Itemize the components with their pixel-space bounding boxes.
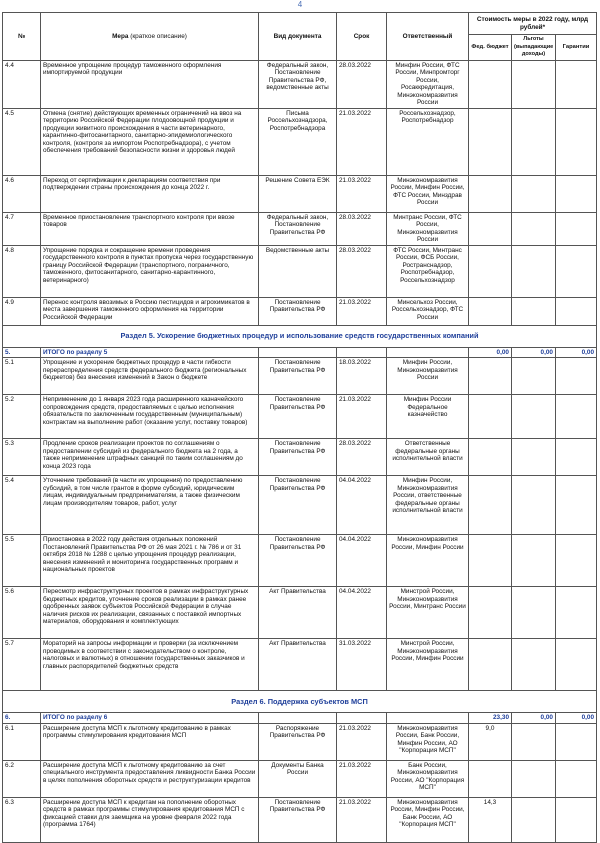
row-fed-budget — [469, 395, 512, 439]
row-doc-type: Федеральный закон, Постановление Правительства РФ — [259, 212, 337, 245]
row-measure: Пересмотр инфраструктурных проектов в рамках инфраструктурных бюджетных кредитов, уточнение сроков реализации в рамках ранее одобренных заявок субъектов Российской Федерации в случае наличия рисков их реализации, связанных с поставкой импортных материалов, оборудования и комплектующих — [41, 587, 259, 639]
row-deadline: 21.03.2022 — [337, 395, 387, 439]
row-measure: Перенос контроля ввозимых в Россию пестицидов и агрохимикатов в места завершения таможенного оформления на территории Российской Федерации — [41, 297, 259, 325]
row-guarantees — [556, 358, 597, 395]
row-num: 5.7 — [3, 639, 41, 691]
row-fed-budget — [469, 60, 512, 108]
row-benefits — [512, 723, 556, 760]
row-deadline: 31.03.2022 — [337, 639, 387, 691]
total-num: 6. — [3, 713, 41, 724]
row-num: 4.9 — [3, 297, 41, 325]
row-measure: Упрощение порядка и сокращение времени проведения государственного контроля в пунктах пропуска через государственную границу Российской Федерации (транспортного, пограничного, таможенного, фитосанитарного, санитарно-карантинного, ветеринарного) — [41, 245, 259, 297]
total-label: ИТОГО по разделу 5 — [41, 347, 259, 358]
row-responsible: Банк России, Минэкономразвития России, АО "Корпорация МСП" — [387, 760, 469, 797]
section-title: Раздел 6. Поддержка субъектов МСП — [3, 691, 597, 713]
row-measure: Расширение доступа МСП к льготному кредитованию в рамках программы стимулирования кредитования МСП — [41, 723, 259, 760]
row-benefits — [512, 212, 556, 245]
row-responsible: Минэкономразвития России, Минфин России, ФТС России, Минздрав России — [387, 175, 469, 212]
header-guarantees: Гарантии — [556, 35, 597, 61]
row-benefits — [512, 245, 556, 297]
row-guarantees — [556, 639, 597, 691]
row-fed-budget — [469, 297, 512, 325]
table-row — [3, 639, 597, 691]
row-benefits — [512, 175, 556, 212]
row-deadline: 21.03.2022 — [337, 297, 387, 325]
row-doc-type: Ведомственные акты — [259, 245, 337, 297]
header-measure-sub: (краткое описание) — [130, 32, 187, 40]
row-benefits — [512, 535, 556, 587]
row-guarantees — [556, 212, 597, 245]
table-row — [3, 212, 597, 245]
row-fed-budget: 14,3 — [469, 797, 512, 842]
row-fed-budget — [469, 587, 512, 639]
row-benefits — [512, 587, 556, 639]
row-fed-budget — [469, 535, 512, 587]
row-guarantees — [556, 175, 597, 212]
row-deadline: 28.03.2022 — [337, 212, 387, 245]
empty-cell — [387, 713, 469, 724]
row-responsible: Минтранс России, ФТС России, Минэкономразвития России — [387, 212, 469, 245]
row-guarantees — [556, 723, 597, 760]
table-row — [3, 723, 597, 760]
row-fed-budget — [469, 108, 512, 175]
header-doc-type: Вид документа — [259, 13, 337, 61]
header-measure — [41, 13, 259, 61]
row-deadline: 21.03.2022 — [337, 760, 387, 797]
row-benefits — [512, 797, 556, 842]
row-measure: Переход от сертификации к декларациям соответствия при подтверждении страны происхождения до конца 2022 г. — [41, 175, 259, 212]
table-row — [3, 535, 597, 587]
row-guarantees — [556, 108, 597, 175]
row-benefits — [512, 108, 556, 175]
row-guarantees — [556, 60, 597, 108]
row-num: 5.2 — [3, 395, 41, 439]
row-num: 4.8 — [3, 245, 41, 297]
row-doc-type: Постановление Правительства РФ — [259, 797, 337, 842]
table-row — [3, 587, 597, 639]
row-measure: Временное приостановление транспортного контроля при ввозе товаров — [41, 212, 259, 245]
row-num: 4.5 — [3, 108, 41, 175]
row-num: 5.5 — [3, 535, 41, 587]
row-fed-budget — [469, 212, 512, 245]
row-fed-budget — [469, 639, 512, 691]
row-guarantees — [556, 535, 597, 587]
header-responsible: Ответственный — [387, 13, 469, 61]
row-responsible: Минфин России, ФТС России, Минпромторг России, Росаккредитация, Минэкономразвития России — [387, 60, 469, 108]
row-benefits — [512, 476, 556, 535]
header-deadline: Срок — [337, 13, 387, 61]
row-guarantees — [556, 587, 597, 639]
row-doc-type: Акт Правительства — [259, 639, 337, 691]
table-body — [3, 60, 597, 842]
row-doc-type: Постановление Правительства РФ — [259, 395, 337, 439]
row-responsible: Минфин России, Минэкономразвития России — [387, 358, 469, 395]
row-fed-budget — [469, 358, 512, 395]
empty-cell — [387, 347, 469, 358]
total-benefits: 0,00 — [512, 347, 556, 358]
row-num: 6.3 — [3, 797, 41, 842]
row-deadline: 21.03.2022 — [337, 175, 387, 212]
total-label: ИТОГО по разделу 6 — [41, 713, 259, 724]
row-responsible: Минэкономразвития России, Банк России, Минфин России, АО "Корпорация МСП" — [387, 723, 469, 760]
measures-table — [2, 12, 597, 843]
row-fed-budget — [469, 439, 512, 476]
table-row — [3, 476, 597, 535]
row-fed-budget — [469, 245, 512, 297]
row-deadline: 04.04.2022 — [337, 535, 387, 587]
row-doc-type: Федеральный закон, Постановление Правительства РФ, ведомственные акты — [259, 60, 337, 108]
row-doc-type: Письма Россельхознадзора, Роспотребнадзора — [259, 108, 337, 175]
header-fed-budget: Фед. бюджет — [469, 35, 512, 61]
row-doc-type: Распоряжение Правительства РФ — [259, 723, 337, 760]
row-measure: Отмена (снятие) действующих временных ограничений на ввоз на территорию Российской Федерации плодоовощной продукции и продукции живитного происхождения в части ветеринарного, карантинно-фитосанитарного, санитарно-эпидемиологического контроля, (контроля за импортом Роспотребнадзора), с учетом обеспечения требований безопасности жизни и здоровья людей — [41, 108, 259, 175]
row-guarantees — [556, 245, 597, 297]
section-row — [3, 325, 597, 347]
row-measure: Упрощение и ускорение бюджетных процедур в части гибкости перераспределения средств федерального бюджета (региональных бюджетов) без внесения изменений в Закон о бюджете — [41, 358, 259, 395]
row-doc-type: Постановление Правительства РФ — [259, 439, 337, 476]
row-responsible: ФТС России, Минтранс России, ФСБ России, Ространснадзор, Роспотребнадзор, Россельхознадзор — [387, 245, 469, 297]
row-benefits — [512, 297, 556, 325]
table-row — [3, 297, 597, 325]
row-guarantees — [556, 476, 597, 535]
row-measure: Расширение доступа МСП к кредитам на пополнение оборотных средств в рамках программы стимулирования кредитования МСП с фиксацией ставки для заемщика на уровне февраля 2022 года (программа 1764) — [41, 797, 259, 842]
row-deadline: 21.03.2022 — [337, 797, 387, 842]
total-guarantees: 0,00 — [556, 347, 597, 358]
row-measure: Уточнение требований (в части их упрощения) по предоставлению субсидий, в том числе грантов в форме субсидий, юридическим лицам, индивидуальным предпринимателям, а также физическим лицам производителям товаров, работ, услуг — [41, 476, 259, 535]
row-doc-type: Постановление Правительства РФ — [259, 297, 337, 325]
header-cost: Стоимость меры в 2022 году, млрд рублей* — [469, 13, 597, 35]
row-measure: Расширение доступа МСП к льготному кредитованию за счет специального инструмента предоставления ликвидности Банка России в целях пополнения оборотных средств и реструктуризации кредитов — [41, 760, 259, 797]
total-fed-budget: 0,00 — [469, 347, 512, 358]
row-num: 6.1 — [3, 723, 41, 760]
row-responsible: Минстрой России, Минэкономразвития России, Минфин России — [387, 639, 469, 691]
total-row — [3, 347, 597, 358]
header-benefits: Льготы (выпадающие доходы) — [512, 35, 556, 61]
total-row — [3, 713, 597, 724]
row-deadline: 28.03.2022 — [337, 60, 387, 108]
row-guarantees — [556, 297, 597, 325]
row-doc-type: Документы Банка России — [259, 760, 337, 797]
page-number: 4 — [297, 0, 303, 9]
table-row — [3, 358, 597, 395]
table-row — [3, 108, 597, 175]
table-row — [3, 60, 597, 108]
row-doc-type: Акт Правительства — [259, 587, 337, 639]
row-measure: Приостановка в 2022 году действия отдельных положений Постановлений Правительства РФ от 26 мая 2021 г. № 786 и от 31 октября 2018 № 1288 с целью упрощения процедур реализации, внесения изменений и мониторинга государственных программ и национальных проектов — [41, 535, 259, 587]
empty-cell — [259, 713, 337, 724]
row-deadline: 21.03.2022 — [337, 108, 387, 175]
row-benefits — [512, 395, 556, 439]
row-deadline: 04.04.2022 — [337, 476, 387, 535]
row-doc-type: Постановление Правительства РФ — [259, 358, 337, 395]
row-num: 5.4 — [3, 476, 41, 535]
row-guarantees — [556, 395, 597, 439]
row-benefits — [512, 60, 556, 108]
row-measure: Мораторий на запросы информации и проверки (за исключением проводимых в соответствии с законодательством о контроле, налоговых и валютных) в отношении государственных заказчиков и главных распорядителей бюджетных средств — [41, 639, 259, 691]
row-benefits — [512, 439, 556, 476]
row-responsible: Минэкономразвития России, Минфин России — [387, 535, 469, 587]
table-row — [3, 797, 597, 842]
row-guarantees — [556, 797, 597, 842]
table-row — [3, 245, 597, 297]
row-measure: Неприменение до 1 января 2023 года расширенного казначейского сопровождения средств, предоставляемых с целью исполнения обязательств по заключенным государственным (муниципальным) контрактам на выполнение работ (оказание услуг, поставку товаров) — [41, 395, 259, 439]
row-measure: Временное упрощение процедур таможенного оформления импортируемой продукции — [41, 60, 259, 108]
empty-cell — [259, 347, 337, 358]
row-deadline: 28.03.2022 — [337, 245, 387, 297]
row-responsible: Россельхознадзор, Роспотребнадзор — [387, 108, 469, 175]
row-responsible: Ответственные федеральные органы исполнительной власти — [387, 439, 469, 476]
row-num: 5.1 — [3, 358, 41, 395]
table-row — [3, 175, 597, 212]
row-num: 5.6 — [3, 587, 41, 639]
total-num: 5. — [3, 347, 41, 358]
empty-cell — [337, 713, 387, 724]
row-fed-budget — [469, 760, 512, 797]
row-deadline: 28.03.2022 — [337, 439, 387, 476]
total-benefits: 0,00 — [512, 713, 556, 724]
row-benefits — [512, 760, 556, 797]
section-title: Раздел 5. Ускорение бюджетных процедур и использование средств государственных компаний — [3, 325, 597, 347]
row-benefits — [512, 358, 556, 395]
row-num: 4.4 — [3, 60, 41, 108]
row-num: 4.7 — [3, 212, 41, 245]
row-responsible: Минсельхоз России, Россельхознадзор, ФТС России — [387, 297, 469, 325]
row-doc-type: Постановление Правительства РФ — [259, 535, 337, 587]
row-guarantees — [556, 439, 597, 476]
row-fed-budget — [469, 175, 512, 212]
table-row — [3, 760, 597, 797]
empty-cell — [337, 347, 387, 358]
row-doc-type: Решение Совета ЕЭК — [259, 175, 337, 212]
row-num: 5.3 — [3, 439, 41, 476]
row-responsible: Минэкономразвития России, Минфин России, Банк России, АО "Корпорация МСП" — [387, 797, 469, 842]
total-guarantees: 0,00 — [556, 713, 597, 724]
row-num: 4.6 — [3, 175, 41, 212]
table-row — [3, 439, 597, 476]
row-deadline: 18.03.2022 — [337, 358, 387, 395]
row-deadline: 21.03.2022 — [337, 723, 387, 760]
row-deadline: 04.04.2022 — [337, 587, 387, 639]
row-benefits — [512, 639, 556, 691]
row-num: 6.2 — [3, 760, 41, 797]
row-doc-type: Постановление Правительства РФ — [259, 476, 337, 535]
row-fed-budget — [469, 476, 512, 535]
row-responsible: Минфин России Федеральное казначейство — [387, 395, 469, 439]
section-row — [3, 691, 597, 713]
row-measure: Продление сроков реализации проектов по соглашениям о предоставлении субсидий из федерального бюджета на 2 года, а также неприменение штрафных санкций по таким соглашениям до конца 2023 года — [41, 439, 259, 476]
header-num: № — [3, 13, 41, 61]
row-responsible: Минстрой России, Минэкономразвития России, Минтранс России — [387, 587, 469, 639]
total-fed-budget: 23,30 — [469, 713, 512, 724]
row-fed-budget: 9,0 — [469, 723, 512, 760]
table-row — [3, 395, 597, 439]
header-measure-label: Мера — [112, 32, 129, 40]
row-guarantees — [556, 760, 597, 797]
row-responsible: Минфин России, Минэкономразвития России, ответственные федеральные органы исполнительной власти — [387, 476, 469, 535]
